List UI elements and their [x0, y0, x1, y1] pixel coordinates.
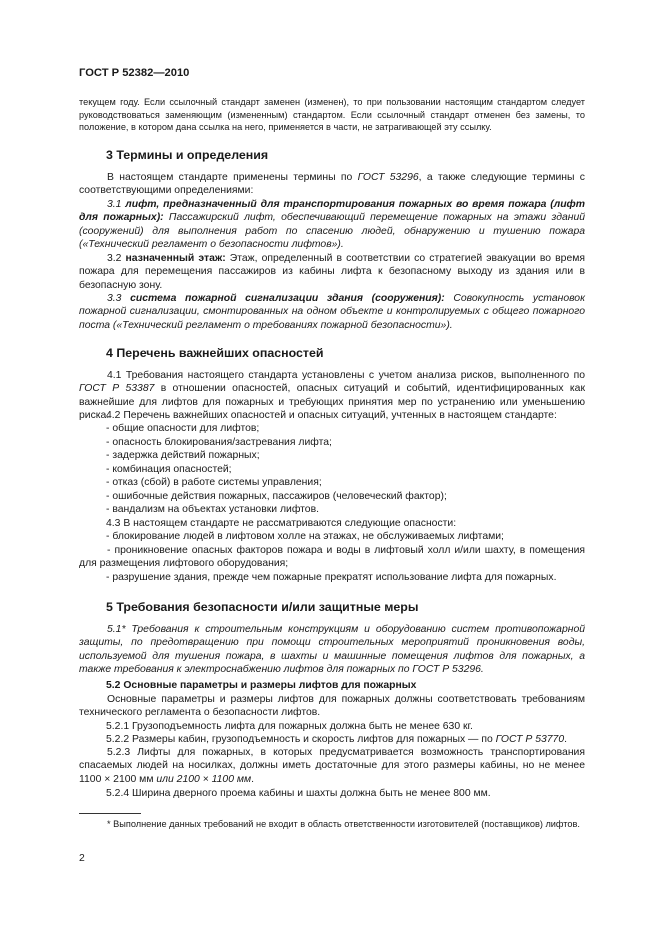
list-item: - проникновение опасных факторов пожара и воды в лифтовый холл и/или шахту, в помещения для размещения лифтового оборудования; [79, 545, 585, 570]
paragraph-5-2-2: 5.2.2 Размеры кабин, грузоподъемность и скорость лифтов для пожарных — по ГОСТ Р 53770. [106, 734, 567, 745]
term-3-2: 3.2 назначенный этаж: Этаж, определенный в соответствии со стратегией эвакуации во время пожара для перемещения пассажиров из кабины лифта к безопасному выходу из здания или в безопасную зону. [79, 253, 586, 291]
list-item: - разрушение здания, прежде чем пожарные прекратят использование лифта для пожарных. [106, 572, 557, 583]
section-3-lead: В настоящем стандарте применены термины по ГОСТ 53296, а также следующие термины с соответствующими определениями: [79, 172, 585, 197]
paragraph-5-1: 5.1* Требования к строительным конструкциям и оборудованию систем противопожарной защиты, по предотвращению при помощи строительных мероприятий проникновения воды, используемой для тушения пожара, в шахты и машинные помещения лифтов для пожарных, а также требования к электроснабжению лифтов для пожарных по ГОСТ Р 53296. [79, 624, 585, 676]
paragraph-5-2-4: 5.2.4 Ширина дверного проема кабины и шахты должна быть не менее 800 мм. [106, 788, 491, 799]
list-item: - комбинация опасностей; [106, 464, 232, 475]
term-3-1-definition: Пассажирский лифт, обеспечивающий перемещение пожарных на этажи зданий (сооружений) для выполнения работ по спасению людей, обнаружению и тушению пожара («Технический регламент о безопасности лифтов»). [79, 212, 585, 251]
term-3-3: 3.3 система пожарной сигнализации здания (сооружения): Совокупность установок пожарной сигнализации, смонтированных на одном объекте и контролируемых с общего пожарного поста («Технический регламент о требованиях пожарной безопасности»). [79, 293, 585, 331]
document-code: ГОСТ Р 52382—2010 [79, 67, 190, 79]
paragraph-4-1: 4.1 Требования настоящего стандарта установлены с учетом анализа рисков, выполненного по ГОСТ Р 53387 в отношении опасностей, опасных ситуаций и событий, идентифицированных как важнейшие для лифтов для пожарных и требующих принятия мер по устранению или уменьшению риска. [79, 370, 585, 422]
section-3-title: 3 Термины и определения [106, 148, 269, 162]
subsection-5-2-title: 5.2 Основные параметры и размеры лифтов для пожарных [106, 680, 417, 691]
section-4-title: 4 Перечень важнейших опасностей [106, 346, 324, 360]
term-3-1-name: лифт, предназначенный для транспортирования пожарных во время пожара (лифт для пожарных): [79, 199, 585, 224]
reference-gost-r-53770: ГОСТ Р 53770 [495, 734, 565, 745]
term-3-3-definition: Совокупность установок пожарной сигнализации, смонтированных на одном объекте и контролируемых с общего пожарного поста («Технический регламент о требованиях пожарной безопасности»). [79, 293, 585, 331]
paragraph-4-3: 4.3 В настоящем стандарте не рассматриваются следующие опасности: [106, 518, 457, 529]
list-item: - задержка действий пожарных; [106, 450, 260, 461]
list-item: - отказ (сбой) в работе системы управления; [106, 477, 322, 488]
reference-gost-53296: ГОСТ 53296 [357, 172, 419, 183]
list-item: - ошибочные действия пожарных, пассажиров (человеческий фактор); [106, 491, 447, 502]
paragraph-4-2: 4.2 Перечень важнейших опасностей и опасных ситуаций, учтенных в настоящем стандарте: [106, 410, 557, 421]
paragraph-5-2-1: 5.2.1 Грузоподъемность лифта для пожарных должна быть не менее 630 кг. [106, 721, 473, 732]
paragraph-5-2-3: 5.2.3 Лифты для пожарных, в которых предусматривается возможность транспортирования спасаемых людей на носилках, должны иметь достаточные для этого размеры кабины, но не менее 1100 × 2100 мм или 2100 × 1100 мм. [79, 747, 585, 785]
term-3-2-definition: Этаж, определенный в соответствии со стратегией эвакуации во время пожара для перемещения пассажиров из кабины лифта к безопасному выходу из здания или в безопасную зону. [79, 253, 586, 291]
paragraph-5-2: Основные параметры и размеры лифтов для пожарных должны соответствовать требованиям технического регламента о безопасности лифтов. [79, 694, 585, 719]
list-item: - блокирование людей в лифтовом холле на этажах, не обслуживаемых лифтами; [106, 531, 504, 542]
list-item: - общие опасности для лифтов; [106, 423, 260, 434]
section-5-title: 5 Требования безопасности и/или защитные меры [106, 600, 419, 614]
footnote: * Выполнение данных требований не входит в область ответственности изготовителей (поставщиков) лифтов. [107, 819, 580, 829]
intro-paragraph: текущем году. Если ссылочный стандарт заменен (изменен), то при пользовании настоящим стандартом следует руководствоваться заменяющим (измененным) стандартом. Если ссылочный стандарт отменен без замены, то положение, в котором дана ссылка на него, применяется в части, не затрагивающей эту ссылку. [79, 97, 585, 133]
term-3-1: 3.1 лифт, предназначенный для транспортирования пожарных во время пожара (лифт для пожарных): Пассажирский лифт, обеспечивающий перемещение пожарных на этажи зданий (сооружений) для выполнения работ по спасению людей, обнаружению и тушению пожара («Технический регламент о безопасности лифтов»). [79, 199, 585, 251]
footnote-separator [79, 813, 141, 814]
term-3-2-name: назначенный этаж: [125, 253, 226, 264]
term-3-3-name: система пожарной сигнализации здания (сооружения): [130, 293, 445, 304]
page-number: 2 [79, 853, 85, 864]
list-item: - вандализм на объектах установки лифтов. [106, 504, 319, 515]
list-item: - опасность блокирования/застревания лифта; [106, 437, 332, 448]
reference-gost-r-53387: ГОСТ Р 53387 [79, 383, 155, 395]
